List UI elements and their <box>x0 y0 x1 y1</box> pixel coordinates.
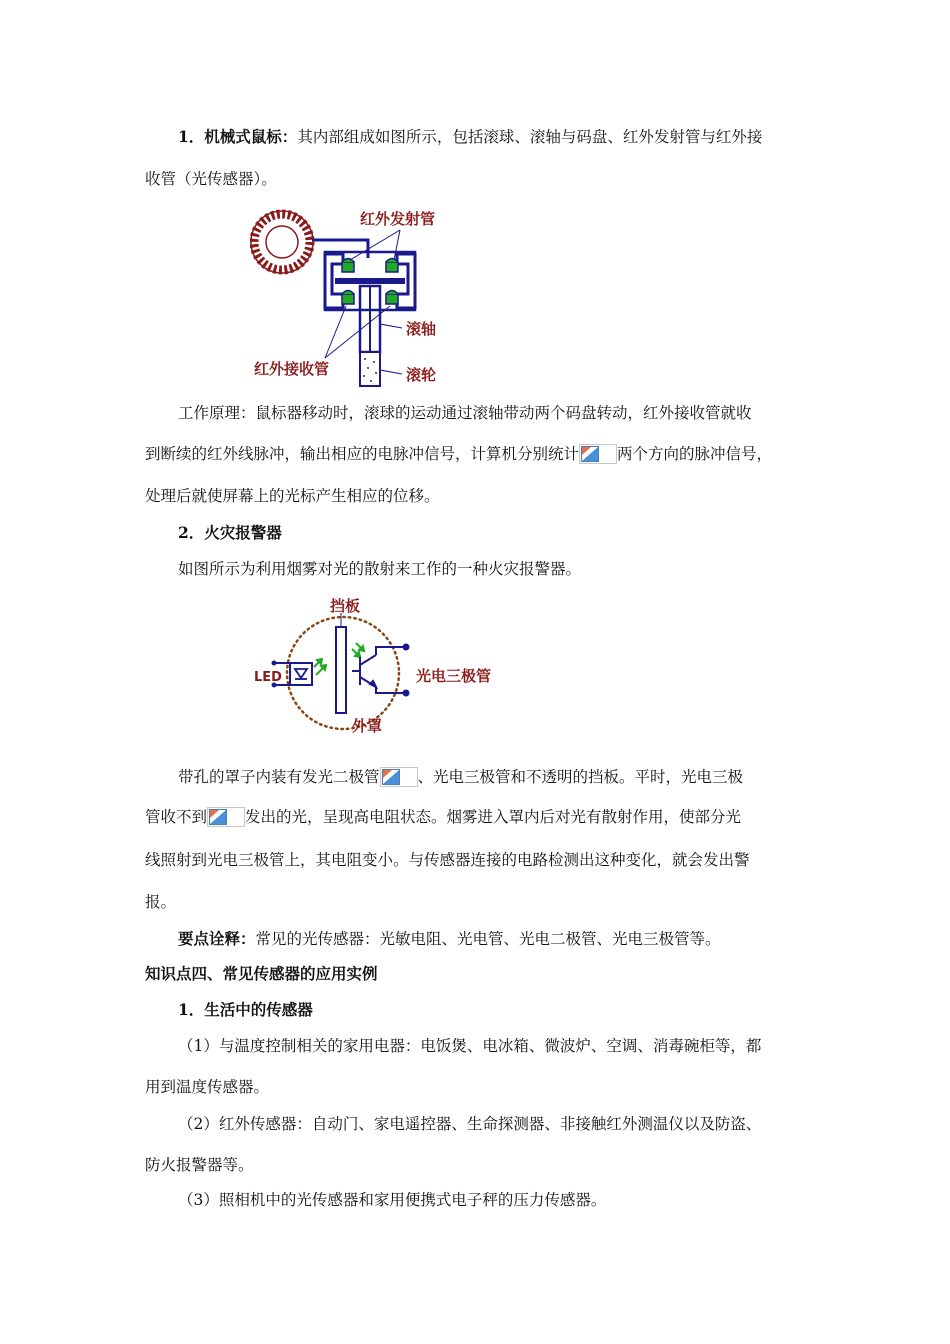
keypoint-line <box>178 928 721 950</box>
section1-heading-line <box>178 126 762 148</box>
section1-line2: 收管（光传感器）。 <box>145 170 277 188</box>
broken-image-icon <box>380 767 418 787</box>
fire-desc-line1-part1: 带孔的罩子内装有发光二极管 <box>178 768 380 786</box>
label-phototransistor: 光电三极管 <box>416 667 492 685</box>
section2-heading <box>178 522 282 544</box>
principle-line3: 处理后就使屏幕上的光标产生相应的位移。 <box>145 487 440 505</box>
baffle-plate <box>336 627 346 713</box>
fire-desc-line2-part2: 发出的光，呈现高电阻状态。烟雾进入罩内后对光有散射作用，使部分光 <box>245 808 742 826</box>
life-item1-line2: 用到温度传感器。 <box>145 1078 270 1096</box>
mouse-diagram <box>250 202 460 388</box>
label-axle: 滚轴 <box>406 320 437 338</box>
principle-line2 <box>145 443 772 465</box>
principle-line1: 工作原理：鼠标器移动时，滚球的运动通过滚轴带动两个码盘转动，红外接收管就收 <box>178 404 752 422</box>
life-item3-line1: （3）照相机中的光传感器和家用便携式电子秤的压力传感器。 <box>178 1191 607 1209</box>
life-title: 生活中的传感器 <box>204 1000 313 1019</box>
life-item2-line2: 防火报警器等。 <box>145 1156 254 1174</box>
code-disc-icon <box>251 211 313 273</box>
label-led: LED <box>254 670 282 685</box>
fire-desc-line2-part1: 管收不到 <box>145 808 208 826</box>
principle-line2-part1: 到断续的红外线脉冲，输出相应的电脉冲信号，计算机分别统计 <box>145 445 580 463</box>
section2-number: 2． <box>178 523 205 542</box>
section2-title: 火灾报警器 <box>204 523 282 542</box>
fire-desc-line2 <box>145 806 741 828</box>
label-baffle: 挡板 <box>330 597 361 615</box>
fire-desc-line1 <box>178 766 743 788</box>
label-cover: 外罩 <box>352 717 383 735</box>
life-number: 1． <box>178 1000 205 1019</box>
section1-number: 1． <box>178 127 205 146</box>
label-wheel: 滚轮 <box>406 366 437 384</box>
section2-intro: 如图所示为利用烟雾对光的散射来工作的一种火灾报警器。 <box>178 560 582 578</box>
section1-title: 机械式鼠标： <box>204 127 298 146</box>
knowledge4-title: 知识点四、常见传感器的应用实例 <box>145 964 378 983</box>
principle-line2-part2: 两个方向的脉冲信号， <box>617 445 773 463</box>
fire-desc-line3: 线照射到光电三极管上，其电阻变小。与传感器连接的电路检测出这种变化，就会发出警 <box>145 851 750 869</box>
label-receiver: 红外接收管 <box>254 360 330 378</box>
keypoint-text: 常见的光传感器：光敏电阻、光电管、光电二极管、光电三极管等。 <box>255 930 721 948</box>
fire-alarm-diagram <box>252 595 512 737</box>
life-item2-line1: （2）红外传感器：自动门、家电遥控器、生命探测器、非接触红外测温仪以及防盗、 <box>178 1115 762 1133</box>
fire-desc-line4: 报。 <box>145 893 177 911</box>
keypoint-title: 要点诠释： <box>178 929 256 948</box>
section1-text: 其内部组成如图所示，包括滚球、滚轴与码盘、红外发射管与红外接 <box>297 128 763 146</box>
fire-desc-line1-part2: 、光电三极管和不透明的挡板。平时，光电三极 <box>417 768 744 786</box>
broken-image-icon <box>579 444 617 464</box>
life-heading <box>178 999 313 1021</box>
life-item1-line1: （1）与温度控制相关的家用电器：电饭煲、电冰箱、微波炉、空调、消毒碗柜等，都 <box>178 1037 762 1055</box>
broken-image-icon <box>207 807 245 827</box>
label-emitter: 红外发射管 <box>360 210 436 228</box>
